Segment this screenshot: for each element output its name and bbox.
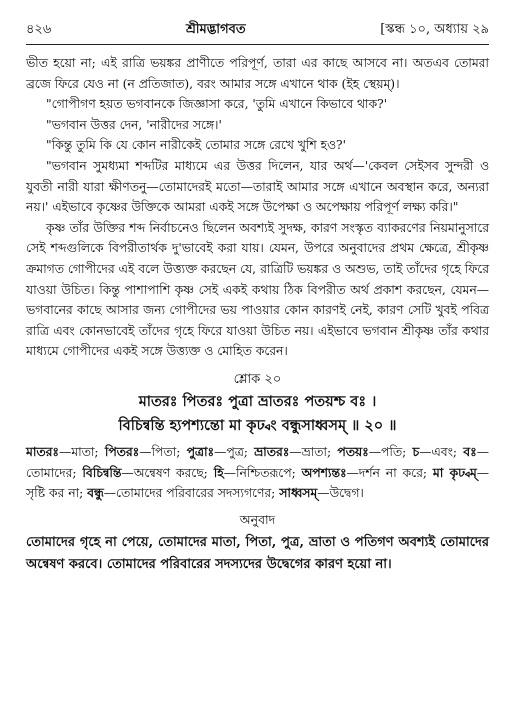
synonym-meaning: —দর্শন না করে; xyxy=(346,465,433,480)
translation-heading: অনুবাদ xyxy=(239,511,276,527)
synonym-word: মা কৃঢ্বম্ xyxy=(432,464,477,480)
purport-paragraph: ভীত হয়ো না; এই রাত্রি ভয়ঙ্কর প্রাণীতে পরিপূর্ণ, তারা এর কাছে আসবে না। অতএব তোমরা ব্রজে ফিরে যেও না (ন প্রতিজাত), বরং আমার সঙ্গে এখানে থাক (ইহ স্থেয়ম্)। xyxy=(26,56,489,91)
purport-paragraph: "ভগবান উত্তর দেন, 'নারীদের সঙ্গে।' xyxy=(46,117,222,132)
running-header xyxy=(26,20,489,45)
synonym-meaning: —পিতা; xyxy=(139,444,187,459)
chapter-reference: [স্কন্ধ ১০, অধ্যায় ২৯ xyxy=(380,22,489,37)
synonym-meaning: —মাতা; xyxy=(58,444,105,459)
book-title: শ্রীমদ্ভাগবত xyxy=(185,22,246,37)
synonym-meaning: —ভ্রাতা; xyxy=(289,444,338,459)
synonym-meaning: —পুত্র; xyxy=(214,444,255,459)
synonym-meaning: —এবং; xyxy=(419,444,464,459)
synonym-meaning: —তোমাদের; xyxy=(26,444,489,480)
page-number: ৪২৬ xyxy=(26,22,52,37)
synonym-word: পুত্রাঃ xyxy=(186,443,215,459)
synonym-meaning: —পতি; xyxy=(368,444,413,459)
synonym-word: ভ্রাতরঃ xyxy=(254,443,290,459)
synonym-word: বঃ xyxy=(463,443,477,459)
synonym-meaning: —তোমাদের পরিবারের সদস্যগণের; xyxy=(103,486,280,501)
synonym-meaning: —নিশ্চিতরূপে; xyxy=(223,465,302,480)
synonym-meaning: —অন্বেষণ করছে; xyxy=(121,465,214,480)
synonym-word: চ xyxy=(412,443,420,459)
purport-paragraph: "ভগবান সুমধ্যমা শব্দটির মাধ্যমে এর উত্তর দিলেন, যার অর্থ—'কেবল সেইসব সুন্দরী ও যুবতী নারী যারা ক্ষীণতনু—তোমাদেরই মতো—তারাই আমার সঙ্গে এখানে অবস্থান করে, অন্যরা নয়।' এইভাবে কৃষ্ণের উক্তিকে আমরা একই সঙ্গে উপেক্ষা ও অপেক্ষায় পরিপূর্ণ লক্ষ্য করি।" xyxy=(26,158,489,215)
purport-paragraph: "গোপীগণ হয়ত ভগবানকে জিজ্ঞাসা করে, 'তুমি এখানে কিভাবে থাক?' xyxy=(46,97,388,112)
synonym-meaning: —সৃষ্টি কর না; xyxy=(26,465,489,501)
synonym-word: অপশ্যন্তঃ xyxy=(301,464,347,480)
synonyms-block xyxy=(26,442,489,504)
synonym-word: পতয়ঃ xyxy=(337,443,369,459)
purport-paragraph: কৃষ্ণ তাঁর উক্তির শব্দ নির্বাচনেও ছিলেন অবশ্যই সুদক্ষ, কারণ সংস্কৃত ব্যাকরণের নিয়মানুসারে সেই শব্দগুলিকে বিপরীতার্থক দু'ভাবেই করা যায়। যেমন, উপরে অনুবাদের প্রথম ক্ষেত্রে, শ্রীকৃষ্ণ ক্রমাগত গোপীদের এই বলে উত্ত্যক্ত করছেন যে, রাত্রিটি ভয়ঙ্কর ও অশুভ, তাই তাঁদের গৃহে ফিরে যাওয়া উচিত। কিন্তু পাশাপাশি কৃষ্ণ সেই একই কথায় ঠিক বিপরীত অর্থ প্রকাশ করছেন, যেমন—ভগবানের কাছে আসার জন্য গোপীদের ভয় পাওয়ার কোন কারণই নেই, কারণ সেটি খুবই পবিত্র রাত্রি এবং কোনভাবেই তাঁদের গৃহে ফিরে যাওয়া উচিত নয়। এইভাবে ভগবান শ্রীকৃষ্ণ তাঁর কথার মাধ্যমে গোপীদের একই সঙ্গে উত্ত্যক্ত ও মোহিত করেন। xyxy=(26,220,489,359)
synonym-word: হি xyxy=(213,464,224,480)
purport-paragraph: "কিন্তু তুমি কি যে কোন নারীকেই তোমার সঙ্গে রেখে খুশি হও?' xyxy=(46,138,347,153)
verse-line: মাতরঃ পিতরঃ পুত্রা ভ্রাতরঃ পতয়শ্চ বঃ । xyxy=(138,392,377,410)
synonym-word: সাধ্বসম্ xyxy=(279,485,318,501)
verse-line: বিচিন্বন্তি হ্যপশ্যন্তো মা কৃঢ্বং বন্ধুসাধ্বসম্ ॥ ২০ ॥ xyxy=(118,416,397,434)
verse-heading: শ্লোক ২০ xyxy=(233,371,282,387)
translation-text: তোমাদের গৃহে না পেয়ে, তোমাদের মাতা, পিতা, পুত্র, ভ্রাতা ও পতিগণ অবশ্যই তোমাদের অন্বেষণ করবে। তোমাদের পরিবারের সদস্যদের উদ্বেগের কারণ হয়ো না। xyxy=(26,534,489,572)
synonym-word: বন্ধু xyxy=(87,485,104,501)
synonym-meaning: —উদ্বেগ। xyxy=(317,486,364,501)
synonym-word: পিতরঃ xyxy=(104,443,140,459)
synonym-word: বিচিন্বন্তি xyxy=(82,464,122,480)
synonym-word: মাতরঃ xyxy=(26,443,59,459)
